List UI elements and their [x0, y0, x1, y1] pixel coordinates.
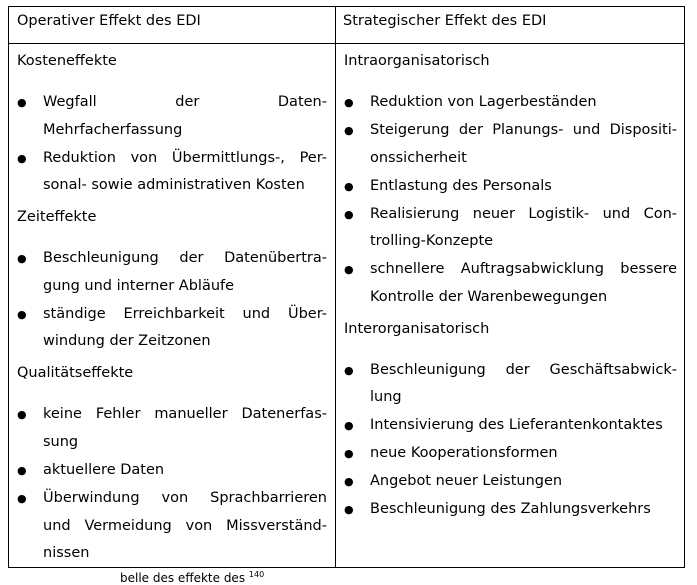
item-line: Entlastung des Personals [370, 177, 552, 194]
bullet-icon: ● [17, 307, 27, 321]
header-operative: Operativer Effekt des EDI [17, 13, 201, 29]
item-line: Mehrfacherfassung [43, 121, 183, 138]
item-line: windung der Zeitzonen [43, 333, 211, 350]
column-divider [335, 7, 336, 567]
bullet-icon: ● [344, 179, 354, 193]
header-strategic: Strategischer Effekt des EDI [343, 13, 547, 29]
section-title: Intraorganisatorisch [344, 53, 490, 69]
item-line: Beschleunigung der Datenübertra- [43, 250, 327, 267]
bullet-icon: ● [17, 252, 27, 266]
item-line: Reduktion von Lagerbeständen [370, 94, 597, 110]
caption-text: belle des effekte des [120, 571, 249, 585]
item-line: Wegfall der Daten- [43, 94, 327, 110]
bullet-icon: ● [344, 475, 354, 489]
item-line: Intensivierung des Lieferantenkontaktes [370, 417, 663, 434]
item-line: aktuellere Daten [43, 462, 165, 478]
item-line: keine Fehler manueller Datenerfas- [43, 406, 327, 423]
bullet-icon: ● [344, 96, 354, 109]
item-line: schnellere Auftragsabwicklung bessere [370, 261, 677, 278]
item-line: trolling-Konzepte [370, 233, 494, 250]
bullet-icon: ● [344, 363, 354, 377]
bullet-icon: ● [17, 151, 27, 165]
item-line: Kontrolle der Warenbewegungen [370, 288, 608, 305]
item-line: neue Kooperationsformen [370, 445, 558, 462]
item-line: nissen [43, 545, 90, 561]
bullet-icon: ● [17, 408, 27, 422]
caption-fragment [120, 570, 264, 583]
bullet-icon: ● [344, 263, 354, 277]
item-line: gung und interner Abläufe [43, 277, 235, 294]
bullet-icon: ● [344, 419, 354, 433]
item-line: Reduktion von Übermittlungs-, Per- [43, 149, 327, 166]
bullet-icon: ● [17, 492, 27, 505]
bullet-icon: ● [344, 124, 354, 137]
bullet-icon: ● [17, 464, 27, 477]
edi-effects-table [8, 6, 685, 568]
section-title: Kosteneffekte [17, 53, 117, 69]
bullet-icon: ● [17, 96, 27, 109]
footnote-mark: 140 [248, 570, 265, 579]
section-title: Interorganisatorisch [344, 320, 490, 337]
item-line: sung [43, 433, 79, 450]
table-header-row [9, 7, 684, 44]
bullet-icon: ● [344, 447, 354, 461]
bullet-icon: ● [344, 207, 354, 221]
item-line: onssicherheit [370, 149, 467, 166]
item-line: ständige Erreichbarkeit und Über- [43, 305, 327, 322]
item-line: Steigerung der Planungs- und Dispositi- [370, 122, 677, 138]
item-line: Beschleunigung des Zahlungsverkehrs [370, 501, 651, 518]
section-title: Zeiteffekte [17, 209, 97, 226]
item-line: sonal- sowie administrativen Kosten [43, 177, 305, 194]
item-line: Beschleunigung der Geschäftsabwick- [370, 361, 677, 378]
section-title: Qualitätseffekte [17, 365, 134, 382]
item-line: lung [370, 389, 402, 406]
item-line: und Vermeidung von Missverständ- [43, 517, 327, 534]
bullet-icon: ● [344, 503, 354, 517]
item-line: Realisierung neuer Logistik- und Con- [370, 205, 677, 222]
item-line: Überwindung von Sprachbarrieren [43, 490, 327, 506]
item-line: Angebot neuer Leistungen [370, 473, 563, 490]
